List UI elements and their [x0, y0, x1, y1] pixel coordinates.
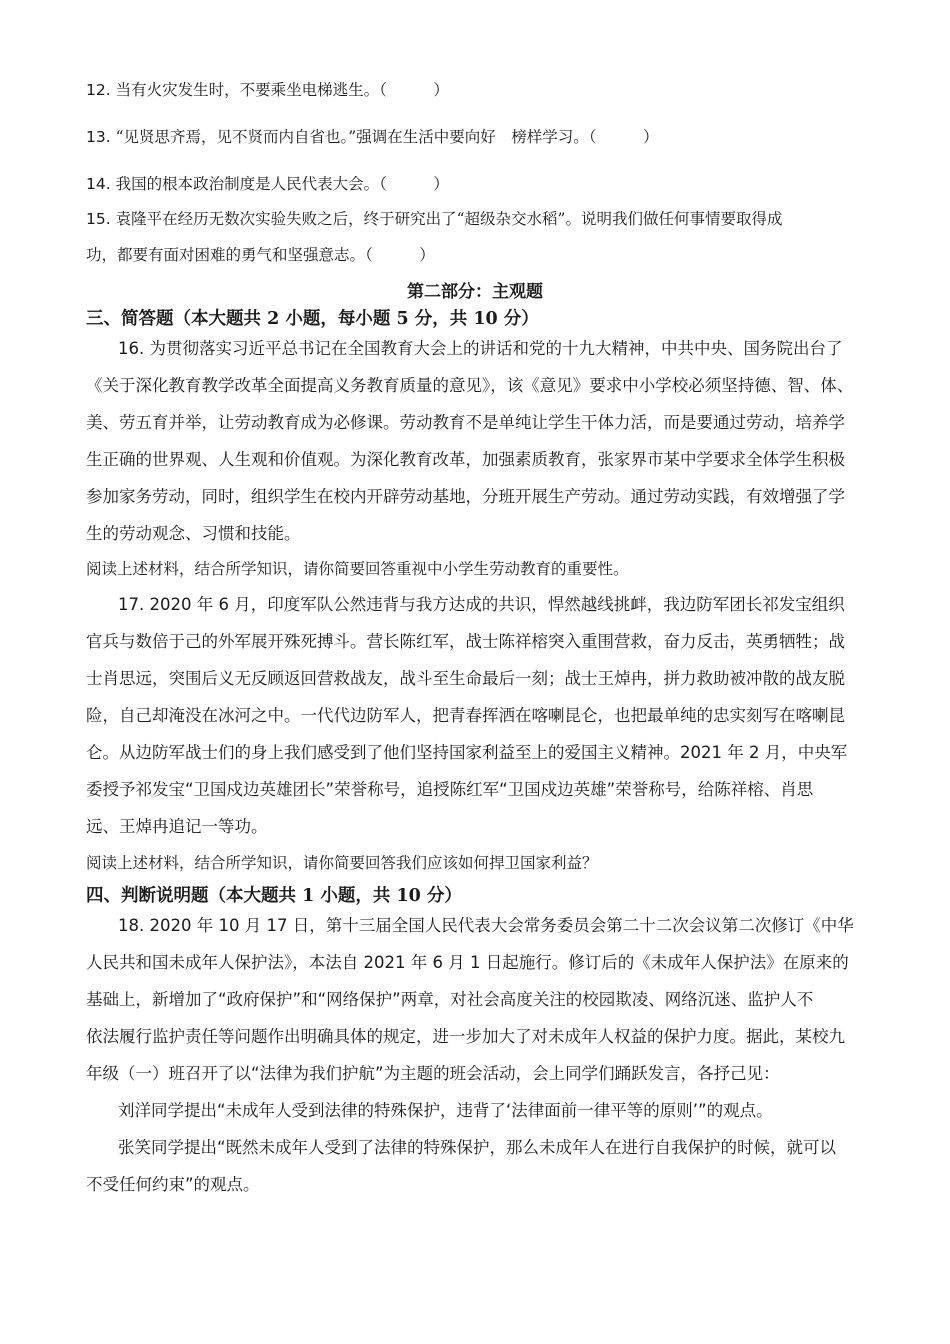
q17-line: 险，自己却淹没在冰河之中。一代代边防军人，把青春挥洒在喀喇昆仑，也把最单纯的忠实刻写在喀喇昆 [86, 706, 845, 725]
question-14 [86, 173, 864, 195]
q17-line: 仑。从边防军战士们的身上我们感受到了他们坚持国家利益至上的爱国主义精神。2021 年 2 月，中央军 [86, 743, 848, 762]
q18-student-two: 张笑同学提出“既然未成年人受到了法律的特殊保护，那么未成年人在进行自我保护的时候，就可以 [118, 1138, 837, 1157]
q18-line: 依法履行监护责任等问题作出明确具体的规定，进一步加大了对未成年人权益的保护力度。据此，某校九 [86, 1027, 845, 1046]
q18-line: 18. 2020 年 10 月 17 日，第十三届全国人民代表大会常务委员会第二十二次会议第二次修订《中华 [118, 916, 854, 935]
question-15-line-2 [86, 244, 864, 266]
question-text: “见贤思齐焉，见不贤而内自省也。”强调在生活中要向好 榜样学习。（ ） [115, 128, 659, 146]
q16-line: 美、劳五育并举，让劳动教育成为必修课。劳动教育不是单纯让学生干体力活，而是要通过劳动，培养学 [86, 413, 845, 432]
q16-line: 《关于深化教育教学改革全面提高义务教育质量的意见》，该《意见》要求中小学校必须坚持德、智、体、 [86, 376, 854, 395]
q17-line: 官兵与数倍于己的外军展开殊死搏斗。营长陈红军，战士陈祥榕突入重围营救，奋力反击，英勇牺牲；战 [86, 632, 845, 651]
q18-student-one: 刘洋同学提出“未成年人受到法律的特殊保护，违背了‘法律面前一律平等的原则’”的观点。 [118, 1101, 773, 1120]
question-number: 15. [86, 210, 111, 228]
q16-line: 生的劳动观念、习惯和技能。 [86, 524, 301, 543]
part-two-title: 第二部分：主观题 [407, 282, 543, 302]
question-number: 12. [86, 81, 111, 99]
question-text: 我国的根本政治制度是人民代表大会。（ ） [115, 175, 449, 193]
section-four-title: 四、判断说明题（本大题共 1 小题，共 10 分） [86, 886, 462, 906]
q18-student-two: 不受任何约束”的观点。 [86, 1175, 260, 1194]
q18-line: 人民共和国未成年人保护法》，本法自 2021 年 6 月 1 日起施行。修订后的《未成年人保护法》在原来的 [86, 953, 849, 972]
q16-line: 生正确的世界观、人生观和价值观。为深化教育改革，加强素质教育，张家界市某中学要求全体学生积极 [86, 450, 845, 469]
q17-prompt: 阅读上述材料，结合所学知识，请你简要回答我们应该如何捍卫国家利益？ [86, 854, 598, 872]
q17-line: 17. 2020 年 6 月，印度军队公然违背与我方达成的共识，悍然越线挑衅，我边防军团长祁发宝组织 [118, 595, 845, 614]
question-12 [86, 79, 864, 101]
q18-line: 基础上，新增加了“政府保护”和“网络保护”两章，对社会高度关注的校园欺凌、网络沉迷、监护人不 [86, 990, 814, 1009]
question-text: 当有火灾发生时，不要乘坐电梯逃生。（ ） [115, 81, 449, 99]
question-text: 功，都要有面对困难的勇气和坚强意志。（ ） [86, 246, 435, 264]
q17-line: 委授予祁发宝“卫国戍边英雄团长”荣誉称号，追授陈红军“卫国戍边英雄”荣誉称号，给陈祥榕、肖思 [86, 780, 814, 799]
q16-prompt: 阅读上述材料，结合所学知识，请你简要回答重视中小学生劳动教育的重要性。 [86, 560, 629, 578]
q17-line: 远、王焯冉追记一等功。 [86, 817, 268, 836]
question-13 [86, 126, 864, 148]
q16-line: 16. 为贯彻落实习近平总书记在全国教育大会上的讲话和党的十九大精神，中共中央、国务院出台了 [118, 339, 843, 358]
question-number: 14. [86, 175, 111, 193]
q17-line: 士肖思远，突围后义无反顾返回营救战友，战斗至生命最后一刻；战士王焯冉，拼力救助被冲散的战友脱 [86, 669, 845, 688]
q16-line: 参加家务劳动，同时，组织学生在校内开辟劳动基地，分班开展生产劳动。通过劳动实践，有效增强了学 [86, 487, 845, 506]
question-number: 13. [86, 128, 111, 146]
question-text: 袁隆平在经历无数次实验失败之后，终于研究出了“超级杂交水稻”。说明我们做任何事情要取得成 [115, 210, 783, 228]
section-three-title: 三、简答题（本大题共 2 小题，每小题 5 分，共 10 分） [86, 309, 539, 329]
question-15-line-1 [86, 208, 864, 230]
q18-line: 年级（一）班召开了以“法律为我们护航”为主题的班会活动，会上同学们踊跃发言，各抒己见： [86, 1064, 780, 1083]
